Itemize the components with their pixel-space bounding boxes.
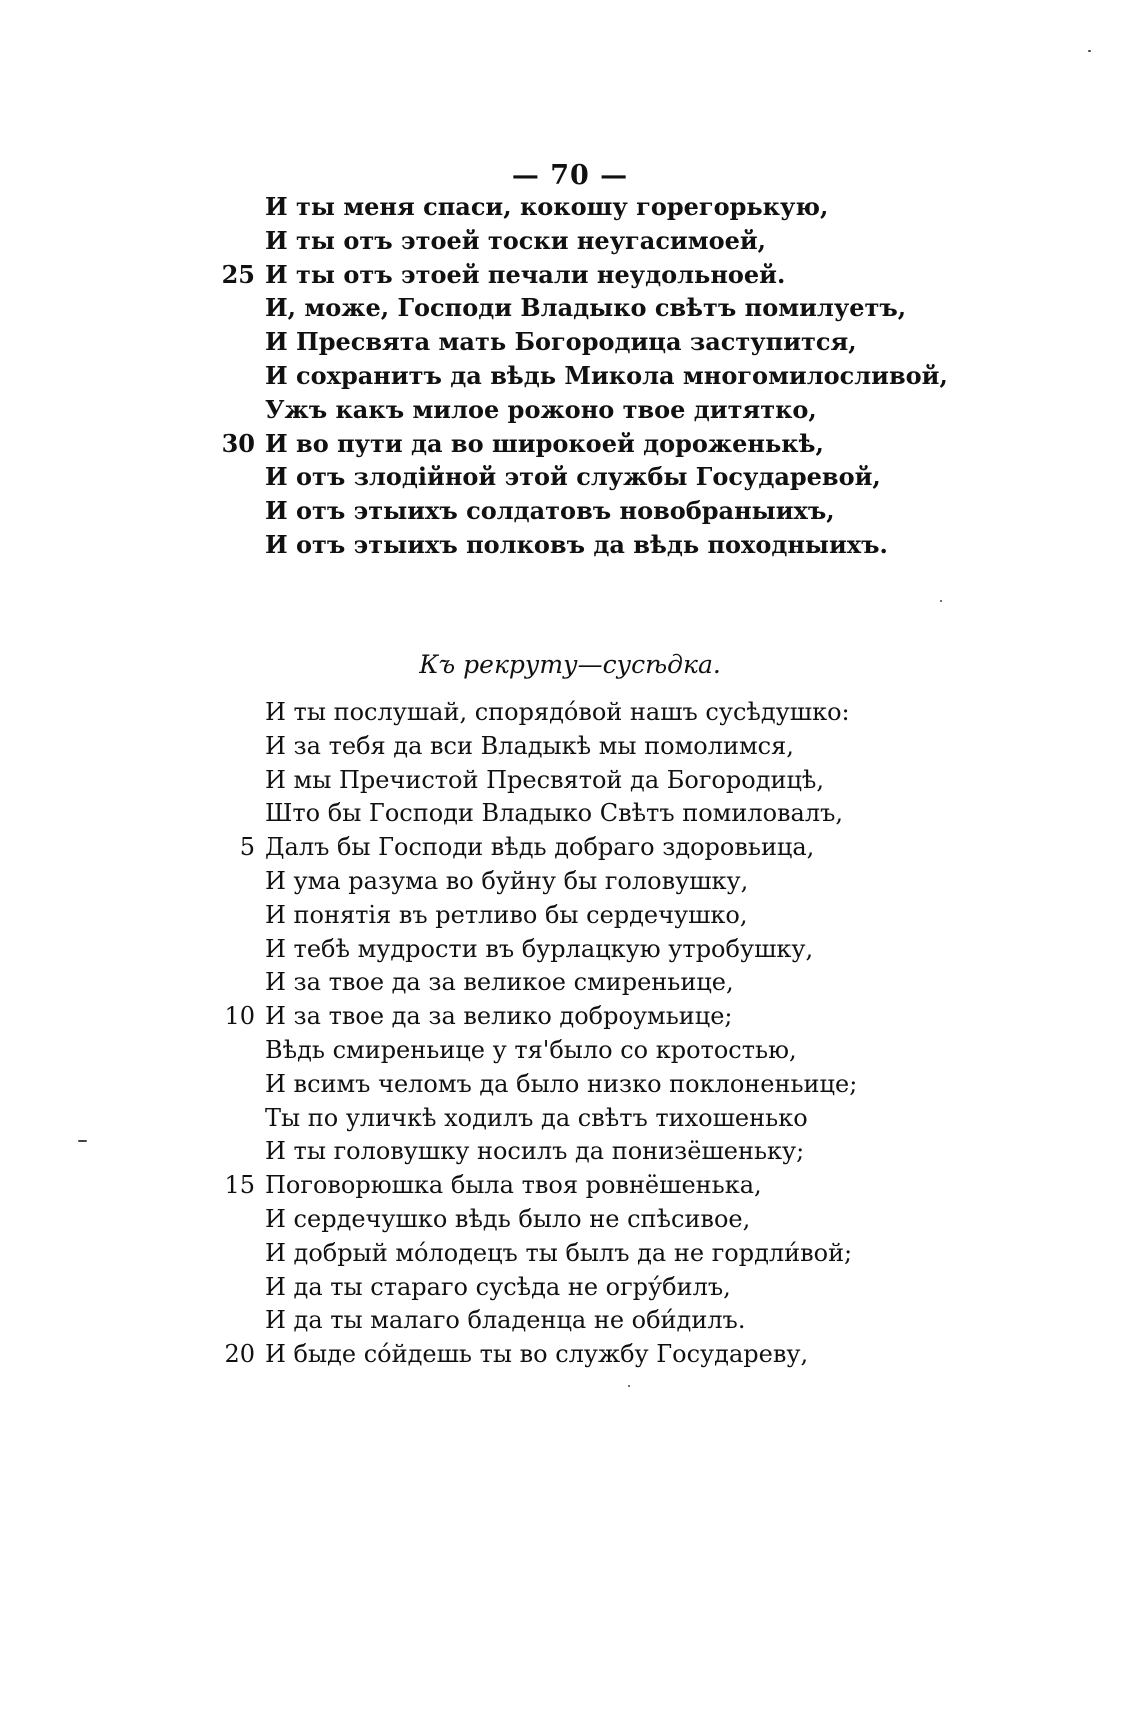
line-text: И сохранитъ да вѣдь Микола многомилосливой, [265,360,948,390]
line-text: И ты головушку носилъ да понизёшеньку; [265,1137,805,1166]
poem-line [0,393,1140,427]
line-text: Ты по уличкѣ ходилъ да свѣтъ тихошенько [265,1103,808,1132]
poem-line [0,831,1140,865]
poem-line [0,528,1140,562]
line-number: 20 [224,1340,255,1369]
poem-line [0,325,1140,359]
poem-line [0,494,1140,528]
line-text: И во пути да во широкоей дороженькѣ, [265,428,824,458]
line-text: Далъ бы Господи вѣдь добраго здоровьица, [265,833,815,862]
poem-line [0,1304,1140,1338]
poem-line [0,291,1140,325]
poem-line [0,1102,1140,1136]
poem-line [0,899,1140,933]
line-text: И ты отъ этоей тоски неугасимоей, [265,225,767,255]
poem-line [0,730,1140,764]
poem-line [0,190,1140,224]
line-text: И отъ злодійной этой службы Государевой, [265,462,881,492]
line-text: И ты отъ этоей печали неудольноей. [265,259,786,289]
line-text: Што бы Господи Владыко Свѣтъ помиловалъ, [265,799,843,828]
line-text: И сердечушко вѣдь было не спѣсивое, [265,1204,751,1233]
line-text: И отъ этыихъ полковъ да вѣдь походныихъ. [265,529,888,559]
line-text: И отъ этыихъ солдатовъ новобраныихъ, [265,496,835,526]
line-text: И ты меня спаси, кокошу горегорькую, [265,192,829,221]
line-text: И быде со́йдешь ты во службу Государеву, [265,1340,809,1369]
poem-line [0,427,1140,461]
line-text: И ты послушай, спорядо́вой нашъ сусѣдушко: [265,698,850,726]
poem-line [0,460,1140,494]
poem-line [0,1338,1140,1372]
line-text: И добрый мо́лодецъ ты былъ да не гордли́вой; [265,1238,853,1267]
line-text: И за твое да за велико доброумьице; [265,1002,733,1031]
poem-line [0,1135,1140,1169]
line-text: И да ты стараго сусѣда не огру́билъ, [265,1272,731,1301]
poem-line [0,359,1140,393]
poem-line [0,1203,1140,1237]
poem-line [0,224,1140,258]
poem-line [0,764,1140,798]
line-number: 15 [224,1171,255,1200]
line-text: И мы Пречистой Пресвятой да Богородицѣ, [265,765,824,794]
poem-line [0,1169,1140,1203]
line-number: 25 [221,259,255,289]
page-number: — 70 — [511,160,629,191]
line-number: 30 [221,428,255,458]
line-text: И всимъ челомъ да было низко поклоненьице; [265,1069,858,1098]
poem-line [0,1271,1140,1305]
poem-line [0,966,1140,1000]
stanza-1 [0,190,1140,562]
section-title: Къ рекруту—сусѣдка. [419,650,721,679]
line-text: И за твое да за великое смиреньице, [265,968,734,997]
line-text: И ума разума во буйну бы головушку, [265,866,749,895]
speck-mark [940,600,942,602]
line-text: Ужъ какъ милое рожоно твое дитятко, [265,394,817,424]
line-number: 10 [224,1002,255,1031]
poem-line [0,1237,1140,1271]
poem-line [0,865,1140,899]
poem-line [0,1068,1140,1102]
speck-mark [78,1140,87,1142]
speck-mark [628,1385,630,1387]
line-number: 5 [239,833,255,862]
line-text: И за тебя да вси Владыкѣ мы помолимся, [265,731,794,760]
line-text: И тебѣ мудрости въ бурлацкую утробушку, [265,934,814,963]
poem-line [0,696,1140,730]
stanza-2 [0,696,1140,1372]
poem-line [0,933,1140,967]
line-text: Поговорюшка была твоя ровнёшенька, [265,1171,762,1200]
poem-line [0,797,1140,831]
poem-line [0,1034,1140,1068]
line-text: Вѣдь смиреньице у тя'было со кротостью, [265,1035,797,1064]
poem-line [0,1000,1140,1034]
line-text: И, може, Господи Владыко свѣтъ помилуетъ, [265,293,907,323]
poem-line [0,258,1140,292]
speck-mark [1088,50,1091,52]
line-text: И понятія въ ретливо бы сердечушко, [265,900,748,929]
line-text: И Пресвята мать Богородица заступится, [265,327,857,357]
line-text: И да ты малаго бладенца не оби́дилъ. [265,1306,746,1335]
